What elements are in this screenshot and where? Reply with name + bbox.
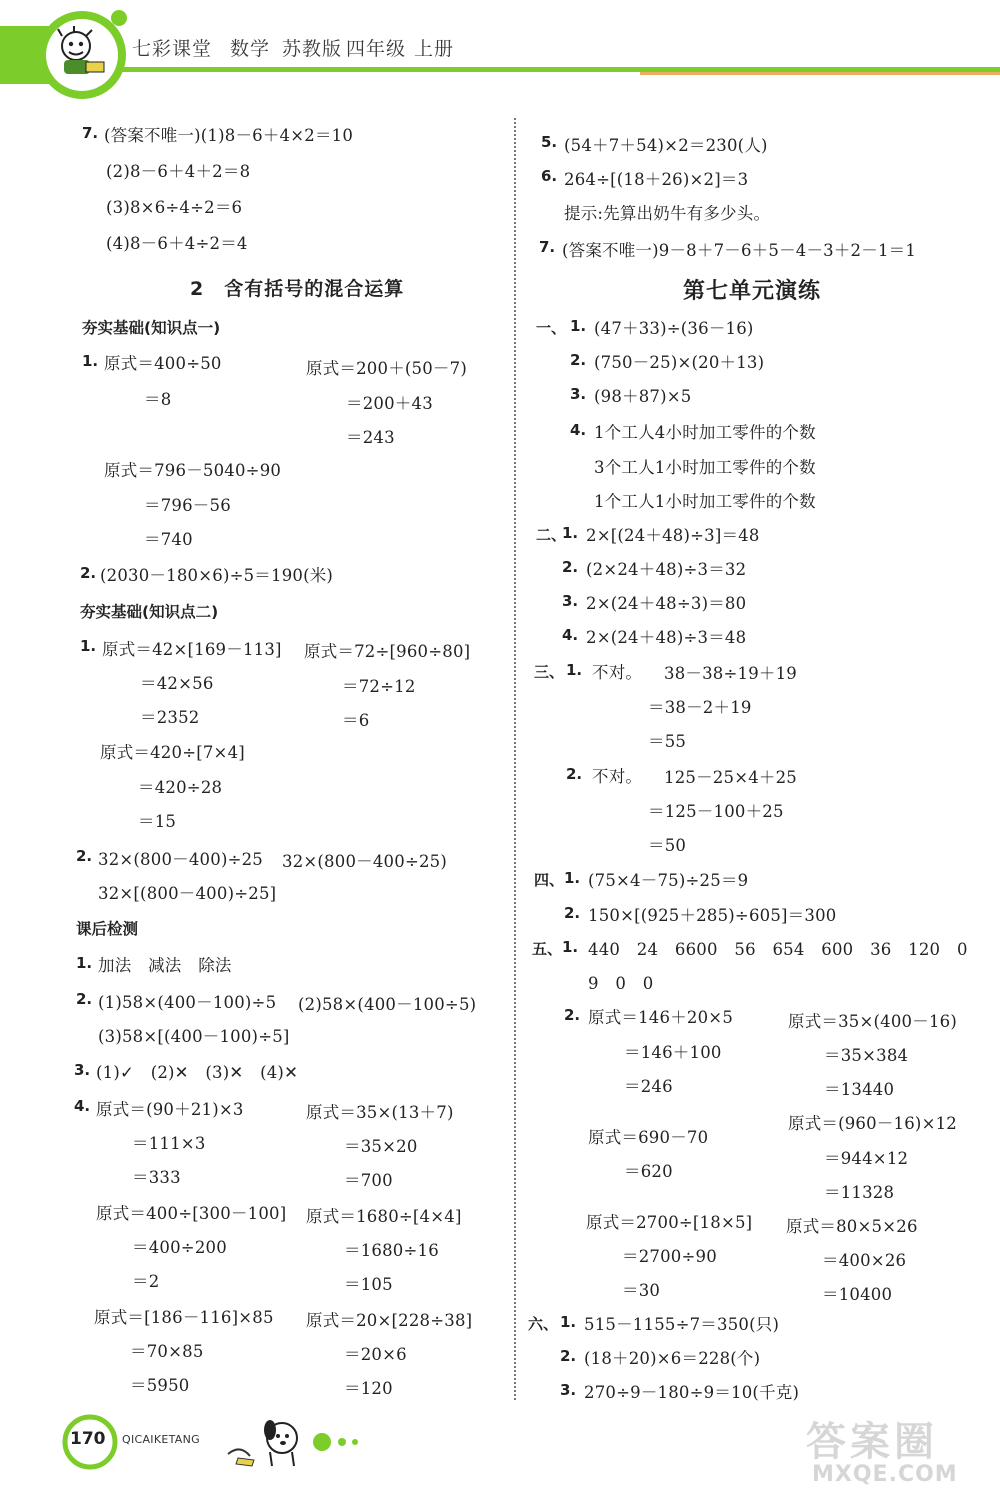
answer-line: 原式＝72÷[960÷80]: [304, 642, 471, 661]
part-label: 一、: [536, 319, 567, 337]
answer-line: 原式＝146＋20×5: [588, 1008, 734, 1027]
answer-line: (75×4－75)÷25＝9: [588, 871, 749, 890]
question-number: 1.: [566, 661, 583, 679]
question-number: 2.: [564, 904, 581, 922]
answer-line: 原式＝80×5×26: [786, 1217, 918, 1236]
subsection-title: 夯实基础(知识点一): [82, 319, 221, 337]
answer-line: 9 0 0: [588, 974, 654, 993]
answer-line: (2)58×(400－100÷5): [298, 995, 477, 1014]
answer-line: 原式＝35×(13＋7): [306, 1103, 454, 1122]
answer-line: ＝796－56: [144, 496, 231, 515]
answer-line: ＝20×6: [344, 1345, 407, 1364]
question-number: 2.: [76, 847, 93, 865]
question-number: 4.: [570, 421, 587, 439]
part-label: 四、: [534, 871, 565, 889]
answer-line: ＝2352: [140, 708, 200, 727]
question-number: 1.: [562, 524, 579, 542]
answer-line: 原式＝400÷50: [104, 354, 222, 373]
section-title: 2 含有括号的混合运算: [190, 278, 405, 300]
cartoon-dog-icon: [226, 1416, 312, 1470]
answer-line: 125－25×4＋25: [664, 768, 798, 787]
answer-line: 原式＝(960－16)×12: [788, 1114, 957, 1133]
column-divider: [514, 118, 516, 1400]
answer-line: ＝700: [344, 1171, 393, 1190]
answer-line: 150×[(925＋285)÷605]＝300: [588, 906, 837, 925]
footer-brand: QICAIKETANG: [122, 1433, 200, 1446]
question-number: 7.: [539, 238, 556, 256]
question-number: 2.: [564, 1006, 581, 1024]
question-number: 2.: [560, 1347, 577, 1365]
answer-line: 32×(800－400÷25): [282, 852, 448, 871]
question-number: 1.: [76, 954, 93, 972]
subsection-title: 夯实基础(知识点二): [80, 603, 219, 621]
answer-line: ＝15: [138, 812, 177, 831]
answer-line: ＝111×3: [132, 1134, 206, 1153]
answer-line: 原式＝400÷[300－100]: [96, 1204, 287, 1223]
answer-line: ＝13440: [824, 1080, 895, 1099]
header-subject: 数学: [230, 38, 271, 60]
answer-line: (1)✓ (2)✕ (3)✕ (4)✕: [96, 1063, 299, 1082]
question-number: 1.: [562, 938, 579, 956]
answer-line: 1个工人4小时加工零件的个数: [594, 423, 816, 442]
header-edition: 苏教版: [282, 38, 343, 60]
question-number: 2.: [76, 990, 93, 1008]
answer-line: (3)8×6÷4÷2＝6: [106, 198, 243, 217]
answer-line: ＝35×20: [344, 1137, 418, 1156]
answer-line: 270÷9－180÷9＝10(千克): [584, 1383, 800, 1402]
answer-line: ＝10400: [822, 1285, 893, 1304]
answer-line: 38－38÷19＋19: [664, 664, 798, 683]
answer-line: 2×[(24＋48)÷3]＝48: [586, 526, 760, 545]
hint-line: 提示:先算出奶牛有多少头。: [564, 204, 771, 223]
answer-line: ＝35×384: [824, 1046, 909, 1065]
answer-line: (98＋87)×5: [594, 387, 692, 406]
answer-line: 440 24 6600 56 654 600 36 120 0: [588, 940, 968, 959]
answer-line: (2×24＋48)÷3＝32: [586, 560, 747, 579]
page-number: 170: [70, 1429, 106, 1449]
answer-line: ＝740: [144, 530, 193, 549]
answer-line: 2×(24＋48)÷3＝48: [586, 628, 747, 647]
answer-line: ＝42×56: [140, 674, 214, 693]
answer-line: ＝50: [648, 836, 687, 855]
decorative-dots: [312, 1430, 368, 1454]
answer-line: 原式＝35×(400－16): [788, 1012, 957, 1031]
part-label: 六、: [528, 1315, 559, 1333]
answer-line: ＝38－2＋19: [648, 698, 752, 717]
answer-line: ＝243: [346, 428, 395, 447]
question-number: 7.: [82, 124, 99, 142]
answer-line: (3)58×[(400－100)÷5]: [98, 1027, 290, 1046]
answer-line: 3个工人1小时加工零件的个数: [594, 458, 816, 477]
question-number: 6.: [541, 167, 558, 185]
watermark-logo: 答案圈: [806, 1419, 938, 1465]
answer-line: ＝2700÷90: [622, 1247, 717, 1266]
answer-line: ＝30: [622, 1281, 661, 1300]
question-number: 5.: [541, 133, 558, 151]
answer-line: 原式＝690－70: [588, 1128, 709, 1147]
answer-line: ＝72÷12: [342, 677, 416, 696]
answer-line: 32×[(800－400)÷25]: [98, 884, 277, 903]
answer-line: ＝5950: [130, 1376, 190, 1395]
question-number: 3.: [74, 1061, 91, 1079]
answer-line: (750－25)×(20＋13): [594, 353, 765, 372]
watermark-url: MXQE.COM: [812, 1462, 958, 1487]
answer-line: ＝420÷28: [138, 778, 223, 797]
question-number: 2.: [80, 564, 97, 582]
answer-line: (4)8－6＋4÷2＝4: [106, 234, 248, 253]
verdict-text: 不对。: [592, 767, 643, 786]
answer-line: (1)58×(400－100)÷5: [98, 993, 277, 1012]
answer-line: 原式＝200＋(50－7): [306, 359, 467, 378]
answer-line: ＝246: [624, 1077, 673, 1096]
answer-line: (47＋33)÷(36－16): [594, 319, 754, 338]
part-label: 五、: [532, 940, 563, 958]
cartoon-kid-icon: [52, 26, 112, 84]
question-number: 4.: [74, 1097, 91, 1115]
answer-line: ＝333: [132, 1168, 181, 1187]
answer-line: 原式＝1680÷[4×4]: [306, 1207, 462, 1226]
answer-line: ＝105: [344, 1275, 393, 1294]
part-label: 二、: [536, 526, 567, 544]
header-grade: 四年级: [346, 38, 407, 60]
answer-line: ＝1680÷16: [344, 1241, 439, 1260]
verdict-text: 不对。: [592, 663, 643, 682]
answer-line: (答案不唯一)9－8＋7－6＋5－4－3＋2－1＝1: [562, 241, 917, 260]
answer-line: ＝620: [624, 1162, 673, 1181]
answer-line: ＝2: [132, 1272, 160, 1291]
answer-line: ＝55: [648, 732, 687, 751]
unit-title: 第七单元演练: [683, 279, 822, 304]
question-number: 3.: [562, 592, 579, 610]
answer-line: 原式＝[186－116]×85: [94, 1308, 274, 1327]
question-number: 2.: [562, 558, 579, 576]
answer-line: ＝120: [344, 1379, 393, 1398]
answer-line: 1个工人1小时加工零件的个数: [594, 492, 816, 511]
answer-line: (54＋7＋54)×2＝230(人): [564, 136, 768, 155]
answer-line: 原式＝(90＋21)×3: [96, 1100, 244, 1119]
header-series: 七彩课堂: [132, 38, 213, 60]
answer-line: (2)8－6＋4＋2＝8: [106, 162, 251, 181]
answer-line: 加法 减法 除法: [98, 956, 232, 975]
part-label: 三、: [534, 663, 565, 681]
question-number: 1.: [560, 1313, 577, 1331]
question-number: 3.: [560, 1381, 577, 1399]
answer-line: 原式＝20×[228÷38]: [306, 1311, 473, 1330]
answer-line: (18＋20)×6＝228(个): [584, 1349, 761, 1368]
answer-line: ＝8: [144, 390, 172, 409]
subsection-title: 课后检测: [76, 920, 139, 938]
answer-line: ＝146＋100: [624, 1043, 722, 1062]
answer-line: (答案不唯一)(1)8－6＋4×2＝10: [104, 126, 354, 145]
answer-line: 32×(800－400)÷25: [98, 850, 264, 869]
answer-line: 515－1155÷7＝350(只): [584, 1315, 780, 1334]
question-number: 3.: [570, 385, 587, 403]
answer-line: ＝11328: [824, 1183, 895, 1202]
question-number: 1.: [80, 637, 97, 655]
answer-line: 原式＝42×[169－113]: [102, 640, 282, 659]
header-volume: 上册: [414, 38, 455, 60]
answer-line: 原式＝420÷[7×4]: [100, 743, 245, 762]
answer-line: 原式＝2700÷[18×5]: [586, 1213, 753, 1232]
answer-line: ＝6: [342, 711, 370, 730]
question-number: 2.: [566, 765, 583, 783]
answer-line: ＝125－100＋25: [648, 802, 784, 821]
question-number: 1.: [82, 352, 99, 370]
answer-line: ＝200＋43: [346, 394, 433, 413]
answer-line: 原式＝796－5040÷90: [104, 461, 282, 480]
answer-line: (2030－180×6)÷5＝190(米): [100, 566, 334, 585]
answer-line: ＝70×85: [130, 1342, 204, 1361]
question-number: 1.: [564, 869, 581, 887]
answer-line: ＝944×12: [824, 1149, 909, 1168]
question-number: 2.: [570, 351, 587, 369]
question-number: 4.: [562, 626, 579, 644]
answer-line: 264÷[(18＋26)×2]＝3: [564, 170, 749, 189]
answer-line: 2×(24＋48÷3)＝80: [586, 594, 747, 613]
answer-line: ＝400×26: [822, 1251, 907, 1270]
question-number: 1.: [570, 317, 587, 335]
answer-line: ＝400÷200: [132, 1238, 227, 1257]
